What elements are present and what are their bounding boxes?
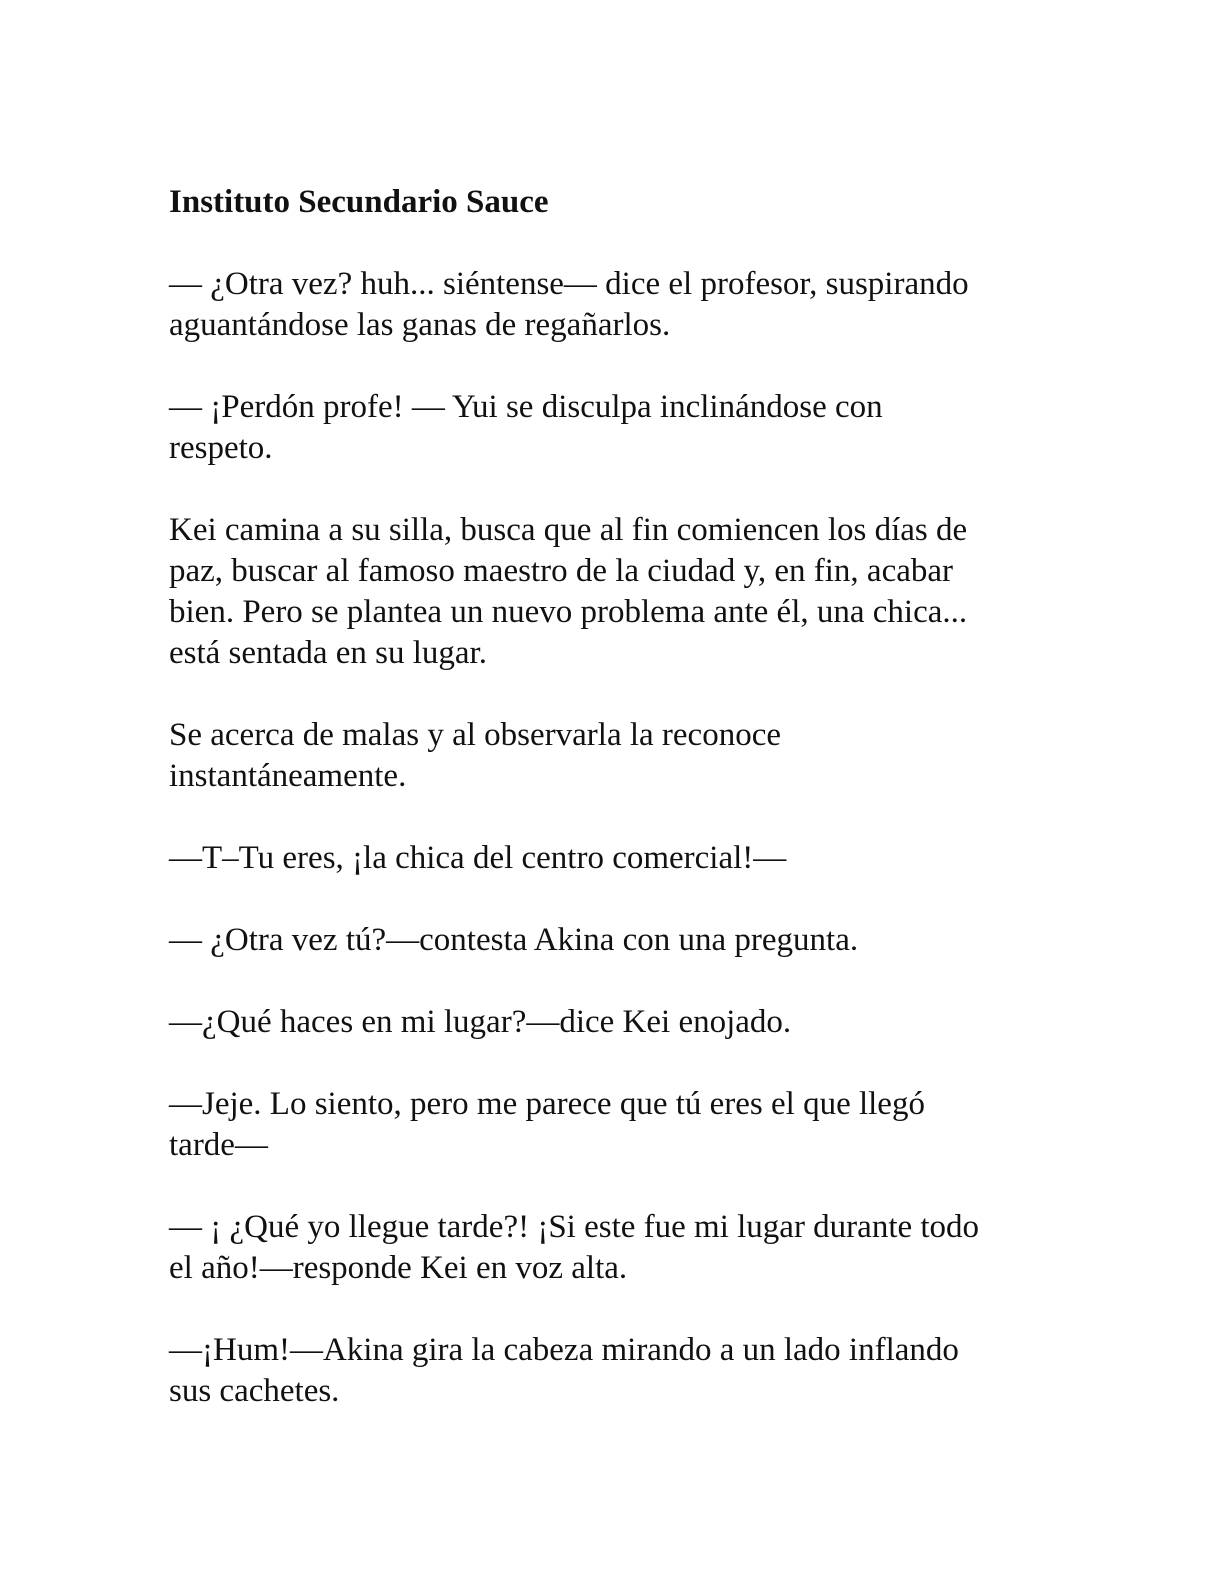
paragraph-10: —¡Hum!—Akina gira la cabeza mirando a un lado inflando sus cachetes. (169, 1332, 959, 1409)
paragraph-4: Se acerca de malas y al observarla la reconoce instantáneamente. (169, 717, 781, 794)
paragraph-2: — ¡Perdón profe! — Yui se disculpa inclinándose con respeto. (169, 389, 883, 466)
paragraph-3: Kei camina a su silla, busca que al fin comiencen los días de paz, buscar al famoso maestro de la ciudad y, en fin, acabar bien. Pero se plantea un nuevo problema ante él, una chica... está sentada en su lugar. (169, 512, 968, 671)
paragraph-1: — ¿Otra vez? huh... siéntense— dice el profesor, suspirando aguantándose las ganas de regañarlos. (169, 266, 969, 343)
section-heading: Instituto Secundario Sauce (169, 184, 549, 220)
paragraph-6: — ¿Otra vez tú?—contesta Akina con una pregunta. (169, 922, 859, 958)
paragraph-9: — ¡ ¿Qué yo llegue tarde?! ¡Si este fue mi lugar durante todo el año!—responde Kei en voz alta. (169, 1209, 980, 1286)
document-body (169, 182, 1069, 1453)
paragraph-7: —¿Qué haces en mi lugar?—dice Kei enojado. (169, 1004, 792, 1040)
paragraph-8: —Jeje. Lo siento, pero me parece que tú eres el que llegó tarde— (169, 1086, 925, 1163)
paragraph-5: —T–Tu eres, ¡la chica del centro comercial!— (169, 840, 787, 876)
